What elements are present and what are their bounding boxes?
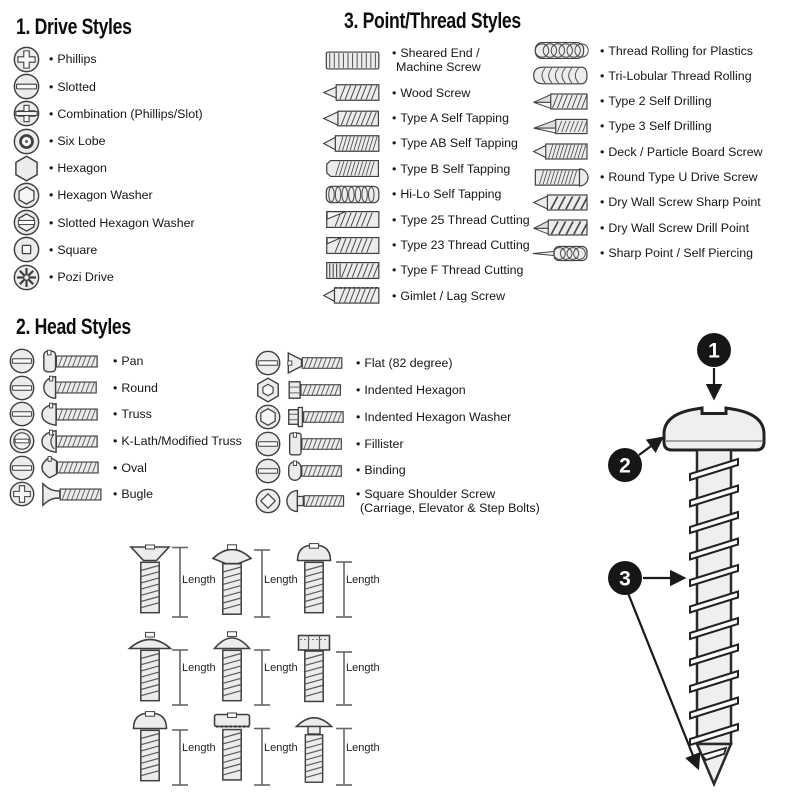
thread-item-label: • Type 2 Self Drilling: [600, 94, 712, 109]
thread-item: [322, 207, 530, 232]
thread-item: [532, 215, 763, 240]
length-label: Length: [346, 662, 380, 674]
truss-head-screw-icon: [41, 402, 105, 427]
head-styles-title: 2. Head Styles: [16, 314, 131, 339]
head-item-label: • Fillister: [356, 436, 404, 451]
head-item-label: • Square Shoulder Screw (Carriage, Elevator & Step Bolts): [356, 486, 540, 515]
head-item-label: • Indented Hexagon: [356, 383, 466, 398]
screw-head: [664, 408, 764, 450]
dry-wall-screw-drill-point-icon: [532, 217, 592, 238]
svg-text:2: 2: [619, 454, 631, 478]
callout-1: [697, 333, 731, 398]
type-23-thread-cutting-icon: [322, 235, 384, 256]
deck-particle-board-screw-icon: [532, 141, 592, 162]
head-item-label: • Oval: [113, 460, 147, 475]
hexagon-head-top-icon: [254, 376, 282, 404]
slotted-head-top-icon: [8, 400, 36, 428]
bugle-head-screw-icon: [41, 482, 105, 507]
length-label: Length: [264, 742, 298, 754]
wood-screw-icon: [322, 82, 384, 103]
type-25-thread-cutting-icon: [322, 209, 384, 230]
tri-lobular-thread-rolling-icon: [532, 65, 592, 86]
slotted-head-top-icon: [8, 374, 36, 402]
head-item: [8, 348, 242, 375]
length-diagram-truss: [126, 631, 216, 711]
length-diagram-oval-dome: [208, 631, 298, 711]
phillips-head-top-icon: [8, 480, 36, 508]
head-item: [254, 377, 540, 404]
round-head-screw-icon: [41, 375, 105, 400]
thread-item: [532, 240, 763, 265]
phillips-drive-icon: [12, 45, 41, 74]
thread-item-label: • Type F Thread Cutting: [392, 263, 524, 278]
thread-item: [532, 190, 763, 215]
dry-wall-screw-sharp-point-icon: [532, 192, 592, 213]
thread-item: [532, 38, 763, 63]
thread-item-label: • Type 23 Thread Cutting: [392, 237, 530, 252]
six-lobe-drive-icon: [12, 127, 41, 156]
drive-item-label: • Square: [49, 242, 98, 257]
drive-item-label: • Phillips: [49, 52, 97, 67]
length-label: Length: [346, 742, 380, 754]
thread-item-label: • Sheared End / Machine Screw: [392, 45, 481, 74]
slotted-washer-head-top-icon: [8, 427, 36, 455]
fillister-head-screw-icon: [286, 432, 348, 456]
length-diagram-oval: [208, 543, 298, 623]
length-diagram-round: [126, 711, 216, 791]
drive-item-label: • Hexagon Washer: [49, 188, 153, 203]
length-diagram-hex: [290, 631, 380, 711]
indented-hexagon-screw-icon: [286, 378, 348, 402]
slotted-head-top-icon: [8, 347, 36, 375]
hexagon-washer-drive-icon: [12, 181, 41, 210]
square-socket-head-top-icon: [254, 487, 282, 515]
thread-item-label: • Gimlet / Lag Screw: [392, 288, 506, 303]
type-b-self-tapping-icon: [322, 158, 384, 179]
drive-item: [12, 100, 203, 127]
gimlet-lag-screw-icon: [322, 285, 384, 306]
thread-styles-column-1: [322, 40, 530, 309]
hexagon-washer-head-top-icon: [254, 403, 282, 431]
thread-item-label: • Type 3 Self Drilling: [600, 119, 712, 134]
hexagon-drive-icon: [12, 154, 41, 183]
slotted-drive-icon: [12, 72, 41, 101]
head-item-label: • Truss: [113, 407, 152, 422]
length-diagram-slotted-washer: [208, 711, 298, 791]
svg-text:1: 1: [708, 339, 720, 363]
slotted-head-top-icon: [254, 430, 282, 458]
square-drive-icon: [12, 235, 41, 264]
head-item-label: • Indented Hexagon Washer: [356, 409, 512, 424]
head-item: [254, 404, 540, 431]
thread-item: [322, 232, 530, 257]
k-lath-head-screw-icon: [41, 429, 105, 454]
thread-item: [322, 80, 530, 105]
thread-item-label: • Deck / Particle Board Screw: [600, 144, 763, 159]
head-item: [254, 484, 540, 518]
callout-3: [608, 561, 698, 768]
thread-item: [532, 164, 763, 189]
drive-styles-list: [12, 46, 203, 291]
head-item: [254, 350, 540, 377]
hi-lo-self-tapping-icon: [322, 184, 384, 205]
thread-item-label: • Type B Self Tapping: [392, 161, 511, 176]
thread-item: [322, 105, 530, 130]
type-ab-self-tapping-icon: [322, 133, 384, 154]
oval-head-screw-icon: [41, 455, 105, 480]
thread-rolling-for-plastics-icon: [532, 40, 592, 61]
drive-item: [12, 73, 203, 100]
drive-item-label: • Slotted: [49, 79, 96, 94]
annotated-screw-diagram: [598, 322, 800, 797]
thread-item-label: • Dry Wall Screw Sharp Point: [600, 195, 761, 210]
sharp-point-self-piercing-icon: [532, 243, 592, 264]
slotted-head-top-icon: [254, 349, 282, 377]
head-item-label: • Bugle: [113, 487, 154, 502]
drive-item-label: • Combination (Phillips/Slot): [49, 106, 203, 121]
binding-head-screw-icon: [286, 459, 348, 483]
drive-item: [12, 236, 203, 263]
type-3-self-drilling-icon: [532, 116, 592, 137]
length-label: Length: [182, 742, 216, 754]
slotted-head-top-icon: [254, 457, 282, 485]
slotted-head-top-icon: [8, 454, 36, 482]
head-item-label: • Flat (82 degree): [356, 356, 453, 371]
drive-item-label: • Six Lobe: [49, 134, 106, 149]
drive-item-label: • Pozi Drive: [49, 269, 114, 284]
thread-item: [322, 40, 530, 80]
combination-drive-icon: [12, 99, 41, 128]
callout-2: [608, 438, 662, 482]
length-label: Length: [264, 662, 298, 674]
length-diagram-flat: [126, 543, 216, 623]
thread-item-label: • Sharp Point / Self Piercing: [600, 245, 753, 260]
thread-item-label: • Tri-Lobular Thread Rolling: [600, 68, 752, 83]
thread-item: [532, 114, 763, 139]
length-diagram-carriage: [290, 711, 380, 791]
drive-item: [12, 46, 203, 73]
head-item: [8, 481, 242, 508]
thread-item: [322, 131, 530, 156]
head-item: [8, 454, 242, 481]
head-item-label: • Binding: [356, 463, 406, 478]
drive-item-label: • Hexagon: [49, 161, 107, 176]
thread-item-label: • Round Type U Drive Screw: [600, 170, 758, 184]
thread-item-label: • Wood Screw: [392, 85, 471, 100]
thread-item-label: • Hi-Lo Self Tapping: [392, 187, 502, 202]
svg-text:3: 3: [619, 567, 631, 591]
type-f-thread-cutting-icon: [322, 260, 384, 281]
head-item-label: • Pan: [113, 354, 144, 369]
thread-item-label: • Type A Self Tapping: [392, 110, 509, 125]
head-styles-right-column: [254, 350, 540, 518]
drive-item: [12, 264, 203, 291]
type-2-self-drilling-icon: [532, 91, 592, 112]
drive-item: [12, 155, 203, 182]
pozi-drive-icon: [12, 263, 41, 292]
length-label: Length: [182, 662, 216, 674]
thread-item: [322, 182, 530, 207]
thread-item-label: • Type 25 Thread Cutting: [392, 212, 530, 227]
head-item: [254, 457, 540, 484]
length-label: Length: [346, 574, 380, 586]
head-styles-left-column: [8, 348, 242, 508]
point-thread-styles-title: 3. Point/Thread Styles: [344, 8, 521, 33]
thread-item: [322, 156, 530, 181]
square-shoulder-screw-icon: [286, 489, 348, 513]
head-item-label: • K-Lath/Modified Truss: [113, 433, 242, 448]
slotted-hexagon-washer-drive-icon: [12, 208, 41, 237]
pan-head-screw-icon: [41, 349, 105, 374]
drive-item-label: • Slotted Hexagon Washer: [49, 215, 195, 230]
head-item: [8, 375, 242, 402]
head-item: [8, 401, 242, 428]
head-item: [254, 430, 540, 457]
thread-item: [532, 63, 763, 88]
round-type-u-drive-screw-icon: [532, 167, 592, 188]
length-label: Length: [264, 574, 298, 586]
length-diagram-pan: [290, 543, 380, 623]
thread-styles-column-2: [532, 38, 763, 266]
drive-item: [12, 128, 203, 155]
thread-item: [322, 283, 530, 308]
length-label: Length: [182, 574, 216, 586]
thread-item-label: • Thread Rolling for Plastics: [600, 43, 753, 58]
drive-item: [12, 209, 203, 236]
thread-item: [532, 139, 763, 164]
head-item-label: • Round: [113, 380, 158, 395]
thread-item: [322, 258, 530, 283]
length-measurement-grid: [126, 543, 380, 791]
thread-item-label: • Type AB Self Tapping: [392, 136, 518, 151]
sheared-end-machine-screw-icon: [322, 50, 384, 71]
thread-item-label: • Dry Wall Screw Drill Point: [600, 220, 750, 235]
flat-head-screw-icon: [286, 351, 348, 375]
indented-hexagon-washer-screw-icon: [286, 405, 348, 429]
drive-item: [12, 182, 203, 209]
head-item: [8, 428, 242, 455]
drive-styles-title: 1. Drive Styles: [16, 14, 132, 39]
thread-item: [532, 89, 763, 114]
type-a-self-tapping-icon: [322, 108, 384, 129]
